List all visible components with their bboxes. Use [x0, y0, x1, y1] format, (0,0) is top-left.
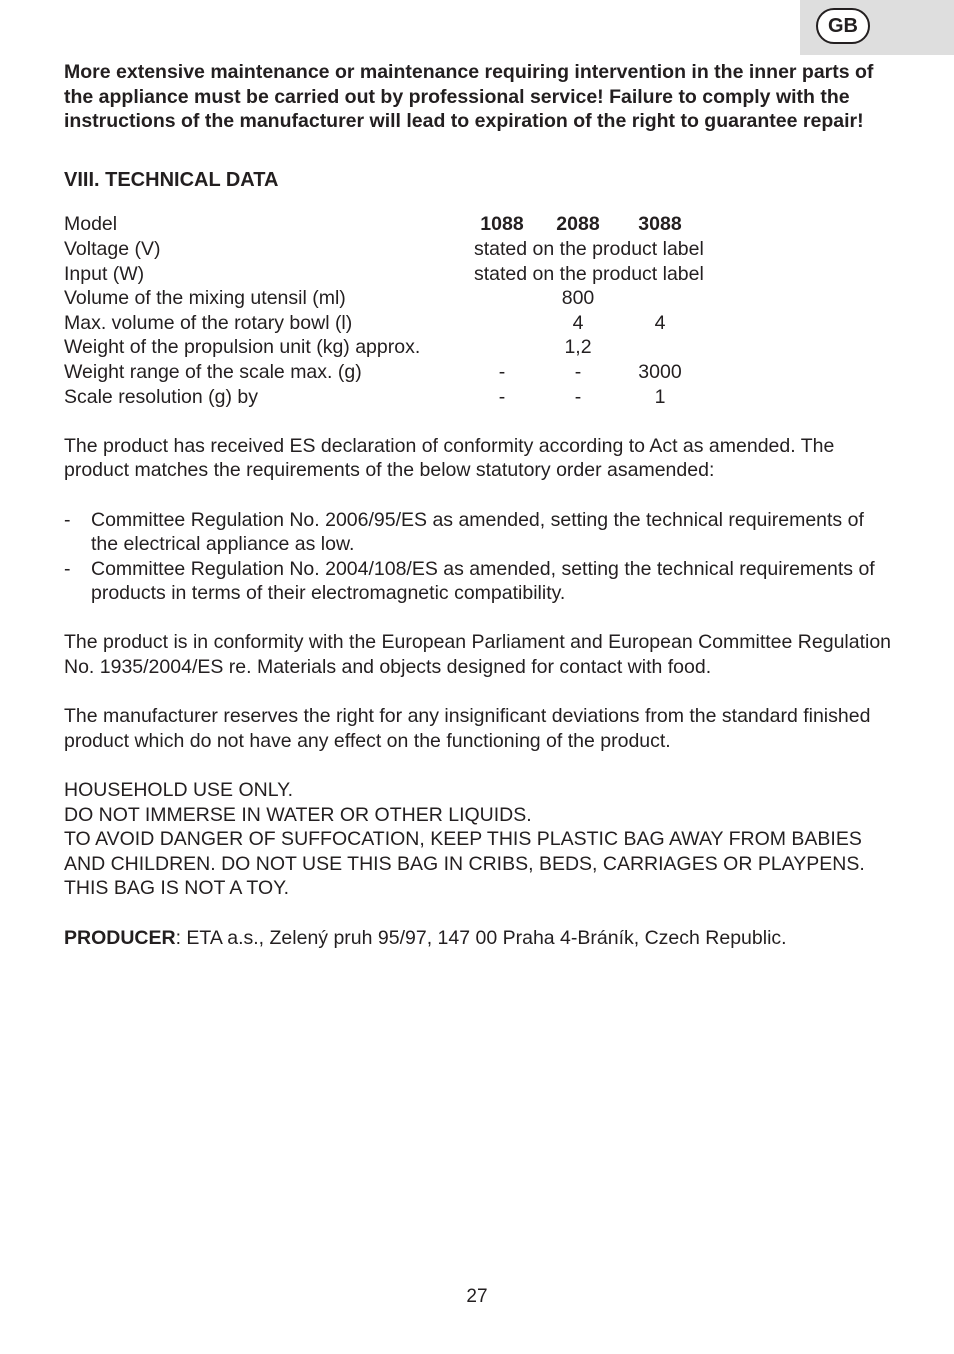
list-item [64, 557, 894, 606]
regulation-list [64, 508, 894, 606]
model-2088: 2088 [556, 213, 600, 236]
spec-label: Max. volume of the rotary bowl (l) [64, 311, 353, 334]
model-1088: 1088 [480, 213, 524, 236]
spec-value: 1 [654, 385, 666, 408]
spec-value: 800 [561, 287, 595, 310]
list-dash: - [64, 508, 71, 531]
spec-row-voltage [64, 237, 894, 262]
technical-data-table [64, 212, 894, 409]
page-number: 27 [466, 1286, 488, 1307]
list-dash: - [64, 557, 71, 580]
spec-label: Scale resolution (g) by [64, 385, 259, 408]
household-notice: HOUSEHOLD USE ONLY. [64, 779, 294, 802]
model-3088: 3088 [638, 213, 682, 236]
spec-value: 4 [572, 311, 584, 334]
spec-value: - [574, 360, 582, 383]
spec-value: 4 [654, 311, 666, 334]
spec-label: Voltage (V) [64, 237, 161, 260]
spec-row-bowl [64, 311, 894, 336]
regulation-text: Committee Regulation No. 2004/108/ES as amended, setting the technical requirements of products in terms of their electromagnetic compatibility. [91, 557, 875, 605]
spec-value: - [498, 385, 506, 408]
safety-notices [64, 778, 894, 901]
suffocation-notice: TO AVOID DANGER OF SUFFOCATION, KEEP THIS PLASTIC BAG AWAY FROM BABIES AND CHILDREN. DO NOT USE THIS BAG IN CRIBS, BEDS, CARRIAGES OR PLAYPENS. THIS BAG IS NOT A TOY. [64, 828, 865, 900]
spec-row-volume [64, 286, 894, 311]
spec-value: stated on the product label [474, 262, 704, 285]
immersion-notice: DO NOT IMMERSE IN WATER OR OTHER LIQUIDS. [64, 803, 532, 826]
spec-row-model [64, 212, 894, 237]
deviation-paragraph: The manufacturer reserves the right for any insignificant deviations from the standard finished product which do not have any effect on the functioning of the product. [64, 705, 871, 752]
spec-value: - [498, 360, 506, 383]
spec-label: Model [64, 213, 118, 236]
producer-label: PRODUCER [64, 926, 176, 949]
spec-label: Input (W) [64, 262, 145, 285]
spec-row-scale-resolution [64, 385, 894, 410]
spec-row-input [64, 262, 894, 287]
spec-value: stated on the product label [474, 237, 704, 260]
language-badge: GB [816, 8, 870, 44]
spec-label: Weight of the propulsion unit (kg) approx. [64, 336, 421, 359]
spec-value: 3000 [638, 360, 682, 383]
regulation-text: Committee Regulation No. 2006/95/ES as amended, setting the technical requirements of the electrical appliance as low. [91, 508, 864, 556]
spec-row-scale-range [64, 360, 894, 385]
spec-value: 1,2 [564, 336, 592, 359]
conformity-paragraph: The product has received ES declaration of conformity according to Act as amended. The product matches the requirements of the below statutory order asamended: [64, 434, 835, 482]
producer-address: : ETA a.s., Zelený pruh 95/97, 147 00 Praha 4-Bráník, Czech Republic. [175, 926, 787, 949]
spec-label: Volume of the mixing utensil (ml) [64, 287, 346, 310]
page-content [64, 60, 894, 950]
list-item [64, 508, 894, 557]
maintenance-warning: More extensive maintenance or maintenance requiring intervention in the inner parts of the appliance must be carried out by professional service! Failure to comply with the instructions of the manufacturer will lead to expiration of the right to guarantee repair! [64, 61, 874, 133]
language-tab [800, 0, 954, 55]
producer-line [64, 926, 894, 951]
section-title: VIII. TECHNICAL DATA [64, 168, 279, 191]
spec-label: Weight range of the scale max. (g) [64, 360, 362, 383]
spec-value: - [574, 385, 582, 408]
food-contact-paragraph: The product is in conformity with the European Parliament and European Committee Regulation No. 1935/2004/ES re. Materials and objects designed for contact with food. [64, 631, 892, 679]
spec-row-weight [64, 335, 894, 360]
